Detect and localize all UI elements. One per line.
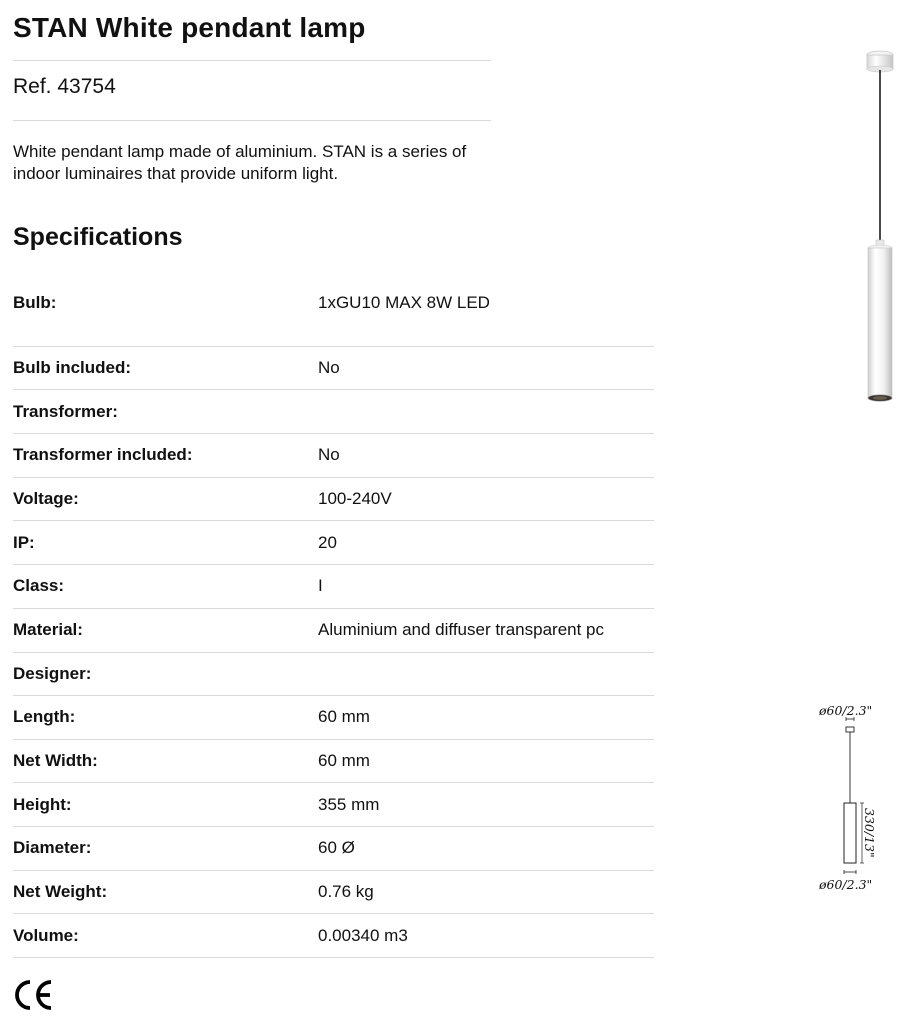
bottom-diameter-label: ø60/2.3": [819, 877, 873, 892]
spec-value: 355 mm: [318, 795, 380, 814]
spec-value: 100-240V: [318, 489, 392, 508]
spec-label: Transformer:: [13, 402, 118, 421]
spec-value: 1xGU10 MAX 8W LED: [318, 293, 490, 312]
spec-label: Diameter:: [13, 838, 92, 857]
spec-divider: [13, 608, 654, 609]
spec-divider: [13, 564, 654, 565]
spec-divider: [13, 826, 654, 827]
spec-divider: [13, 913, 654, 914]
spec-value: 60 mm: [318, 751, 370, 770]
spec-divider: [13, 782, 654, 783]
spec-value: No: [318, 358, 340, 377]
spec-label: Designer:: [13, 664, 92, 683]
spec-divider: [13, 652, 654, 653]
product-description: White pendant lamp made of aluminium. STAN is a series of indoor luminaires that provide uniform light.: [13, 142, 467, 183]
spec-label: Height:: [13, 795, 72, 814]
reference-divider: [13, 120, 491, 121]
spec-value: 0.76 kg: [318, 882, 374, 901]
spec-value: No: [318, 445, 340, 464]
ce-mark-icon: [13, 978, 55, 1017]
spec-divider: [13, 477, 654, 478]
spec-value: 60 Ø: [318, 838, 355, 857]
spec-divider: [13, 346, 654, 347]
product-reference: Ref. 43754: [13, 75, 116, 98]
spec-label: Net Width:: [13, 751, 98, 770]
spec-divider: [13, 389, 654, 390]
spec-divider: [13, 520, 654, 521]
product-title: STAN White pendant lamp: [13, 12, 366, 43]
spec-value: I: [318, 576, 323, 595]
top-diameter-label: ø60/2.3": [819, 703, 873, 718]
spec-label: Voltage:: [13, 489, 79, 508]
spec-value: 0.00340 m3: [318, 926, 408, 945]
spec-label: Class:: [13, 576, 65, 595]
height-dimension-label: 330/13": [862, 808, 877, 858]
spec-label: Length:: [13, 707, 76, 726]
spec-value: 60 mm: [318, 707, 370, 726]
spec-divider: [13, 957, 654, 958]
spec-label: Material:: [13, 620, 83, 639]
spec-label: Net Weight:: [13, 882, 108, 901]
spec-divider: [13, 870, 654, 871]
lamp-product-image: [858, 50, 904, 415]
spec-divider: [13, 739, 654, 740]
title-divider: [13, 60, 491, 61]
dimension-drawing: [812, 700, 904, 905]
spec-label: Bulb:: [13, 293, 57, 312]
spec-label: Bulb included:: [13, 358, 132, 377]
spec-label: Volume:: [13, 926, 79, 945]
spec-divider: [13, 433, 654, 434]
spec-divider: [13, 695, 654, 696]
spec-value: Aluminium and diffuser transparent pc: [318, 620, 605, 639]
specifications-heading: Specifications: [13, 223, 183, 251]
spec-label: Transformer included:: [13, 445, 193, 464]
spec-label: IP:: [13, 533, 35, 552]
spec-value: 20: [318, 533, 337, 552]
